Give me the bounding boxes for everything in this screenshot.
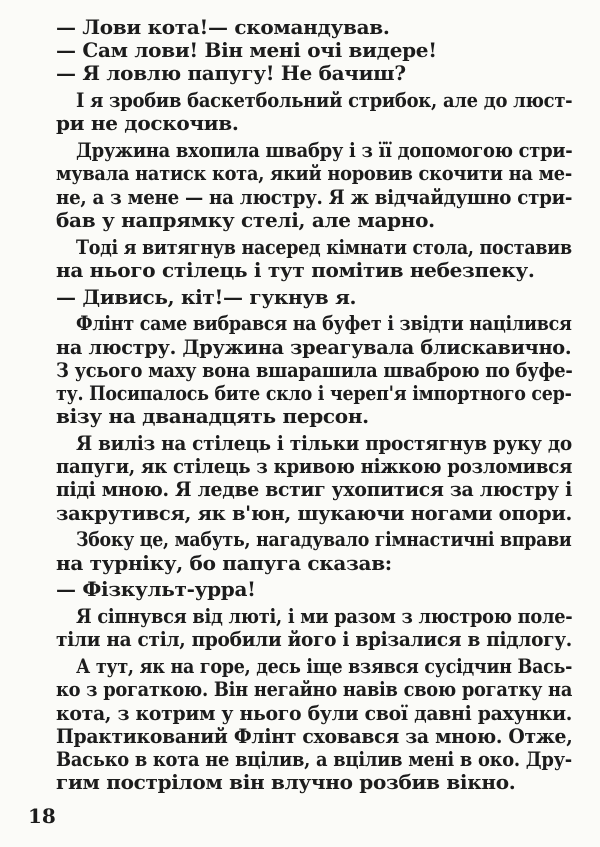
- text-line: А тут, як на горе, десь іще взявся сусідчин Вась-: [76, 654, 573, 679]
- text-line: не, а з мене — на люстру. Я ж відчайдушно стри-: [56, 184, 573, 209]
- text-line: — Фізкульт-урра!: [56, 577, 256, 602]
- text-line: — Лови кота!— скомандував.: [56, 15, 390, 39]
- text-line: Васько в кота не вцілив, а вцілив мені в око. Дру-: [56, 747, 572, 771]
- text-line: З усього маху вона вшарашила шваброю по буфе-: [56, 357, 573, 382]
- text-line: І я зробив баскетбольний стрибок, але до люст-: [76, 88, 573, 113]
- text-line: на люстру. Дружина зреагувала блискавично.: [56, 334, 572, 359]
- text-line: — Я ловлю папугу! Не бачиш?: [56, 61, 406, 86]
- text-line: Флінт саме вибрався на буфет і звідти націлився: [76, 311, 572, 336]
- text-line: — Сам лови! Він мені очі видере!: [56, 38, 437, 63]
- text-line: кота, з котрим у нього були свої давні рахунки.: [56, 700, 573, 725]
- page-number: 18: [28, 804, 56, 828]
- text-line: бав у напрямку стелі, але марно.: [56, 207, 435, 232]
- text-line: закрутився, як в'юн, шукаючи ногами опори.: [56, 500, 572, 525]
- text-line: Я сіпнувся від люті, і ми разом з люстрою поле-: [76, 604, 573, 629]
- text-line: піді мною. Я ледве встиг ухопитися за люстру і: [56, 477, 572, 502]
- text-line: гим пострілом він влучно розбив вікно.: [56, 770, 516, 795]
- text-line: — Дивись, кіт!— гукнув я.: [56, 284, 357, 309]
- text-line: Дружина вхопила швабру і з її допомогою стри-: [76, 138, 573, 163]
- text-line: Тоді я витягнув насеред кімнати стола, поставив: [76, 234, 572, 259]
- text-line: ри не доскочив.: [56, 111, 239, 136]
- text-line: на турніку, бо папуга сказав:: [56, 550, 392, 575]
- text-line: Збоку це, мабуть, нагадувало гімнастичні вправи: [76, 527, 572, 552]
- text-line: ту. Посипалось бите скло і череп'я імпортного сер-: [56, 381, 572, 405]
- text-line: мувала натиск кота, який норовив скочити на ме-: [56, 161, 572, 186]
- text-line: Практикований Флінт сховався за мною. Отже,: [56, 723, 573, 748]
- text-line: тіли на стіл, пробили його і врізалися в підлогу.: [56, 627, 572, 652]
- text-line: на нього стілець і тут помітив небезпеку.: [56, 257, 535, 282]
- text-line: папуги, як стілець з кривою ніжкою розломився: [56, 454, 573, 479]
- text-line: ко з рогаткою. Він негайно навів свою рогатку на: [56, 677, 573, 702]
- text-line: Я виліз на стілець і тільки простягнув руку до: [76, 431, 572, 455]
- text-line: візу на дванадцять персон.: [56, 404, 369, 429]
